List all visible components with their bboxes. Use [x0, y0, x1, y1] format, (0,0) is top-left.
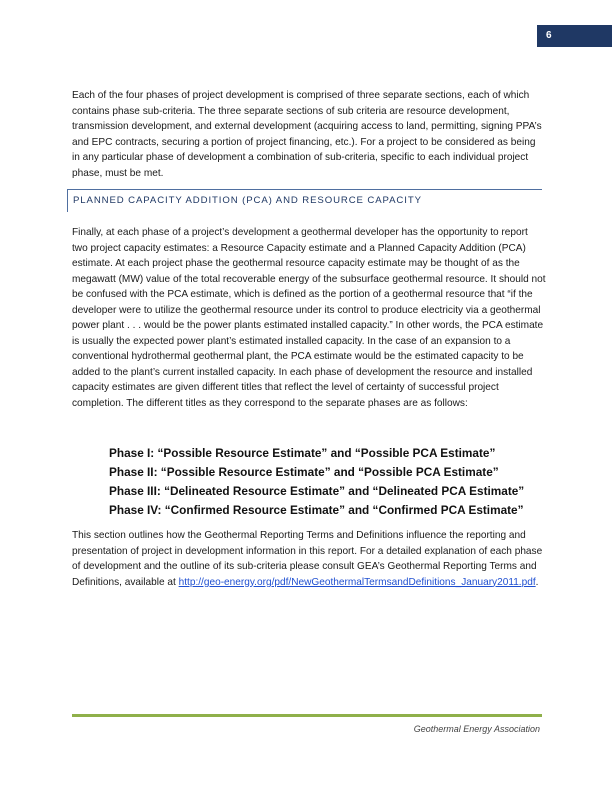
phase-item-4: Phase IV: “Confirmed Resource Estimate” and “Confirmed PCA Estimate” [109, 503, 524, 517]
body-paragraph: Finally, at each phase of a project’s development a geothermal developer has the opportunity to report two project capacity estimates: a Resource Capacity estimate and a Planned Capacity Addition (PCA) estimate. At each project phase the geothermal resource capacity estimate may be thought of as the megawatt (MW) value of the total recoverable energy of the subsurface geothermal resource. It should not be confused with the PCA estimate, which is defined as the portion of a geothermal resource that “if the developer were to utilize the geothermal resource under its control to produce electricity via a geothermal power plant . . . would be the power plants estimated installed capacity.” In other words, the PCA estimate is usually the expected power plant’s estimated installed capacity. In the case of an expansion to a conventional hydrothermal geothermal plant, the PCA estimate would be the estimated capacity to be added to the plant’s current installed capacity. In each phase of development the resource and installed capacity estimates are given different titles that reflect the level of certainty of successful project completion. The different titles as they correspond to the separate phases are as follows: [72, 227, 546, 409]
closing-paragraph [72, 528, 546, 590]
footer-rule [72, 714, 542, 717]
page-number: 6 [546, 30, 552, 41]
phase-item-3: Phase III: “Delineated Resource Estimate” and “Delineated PCA Estimate” [109, 484, 525, 498]
phase-item-2: Phase II: “Possible Resource Estimate” and “Possible PCA Estimate” [109, 465, 499, 479]
footer-organization: Geothermal Energy Association [413, 724, 540, 734]
closing-text: This section outlines how the Geothermal Reporting Terms and Definitions influence the reporting and presentation of project in development information in this report. For a detailed explanation of each phase of development and the outline of its sub-criteria please consult GEA’s Geothermal Reporting Terms and Definitions, available at [72, 530, 543, 588]
closing-period: . [535, 576, 539, 588]
phase-item-1: Phase I: “Possible Resource Estimate” and “Possible PCA Estimate” [109, 446, 496, 460]
definitions-link[interactable]: http://geo-energy.org/pdf/NewGeothermalTermsandDefinitions_January2011.pdf [178, 576, 536, 588]
page-number-tab [537, 25, 612, 47]
intro-paragraph: Each of the four phases of project development is comprised of three separate sections, each of which contains phase sub-criteria. The three separate sections of sub criteria are resource development, transmission development, and external development (acquiring access to land, permitting, signing PPA’s and EPC contracts, securing a portion of project financing, etc.). For a project to be considered as being in any particular phase of development a combination of sub-criteria, specific to each individual project phase, must be met. [72, 90, 542, 179]
phase-list [109, 444, 524, 520]
section-heading: PLANNED CAPACITY ADDITION (PCA) AND RESOURCE CAPACITY [73, 195, 422, 206]
section-heading-box [67, 189, 542, 212]
